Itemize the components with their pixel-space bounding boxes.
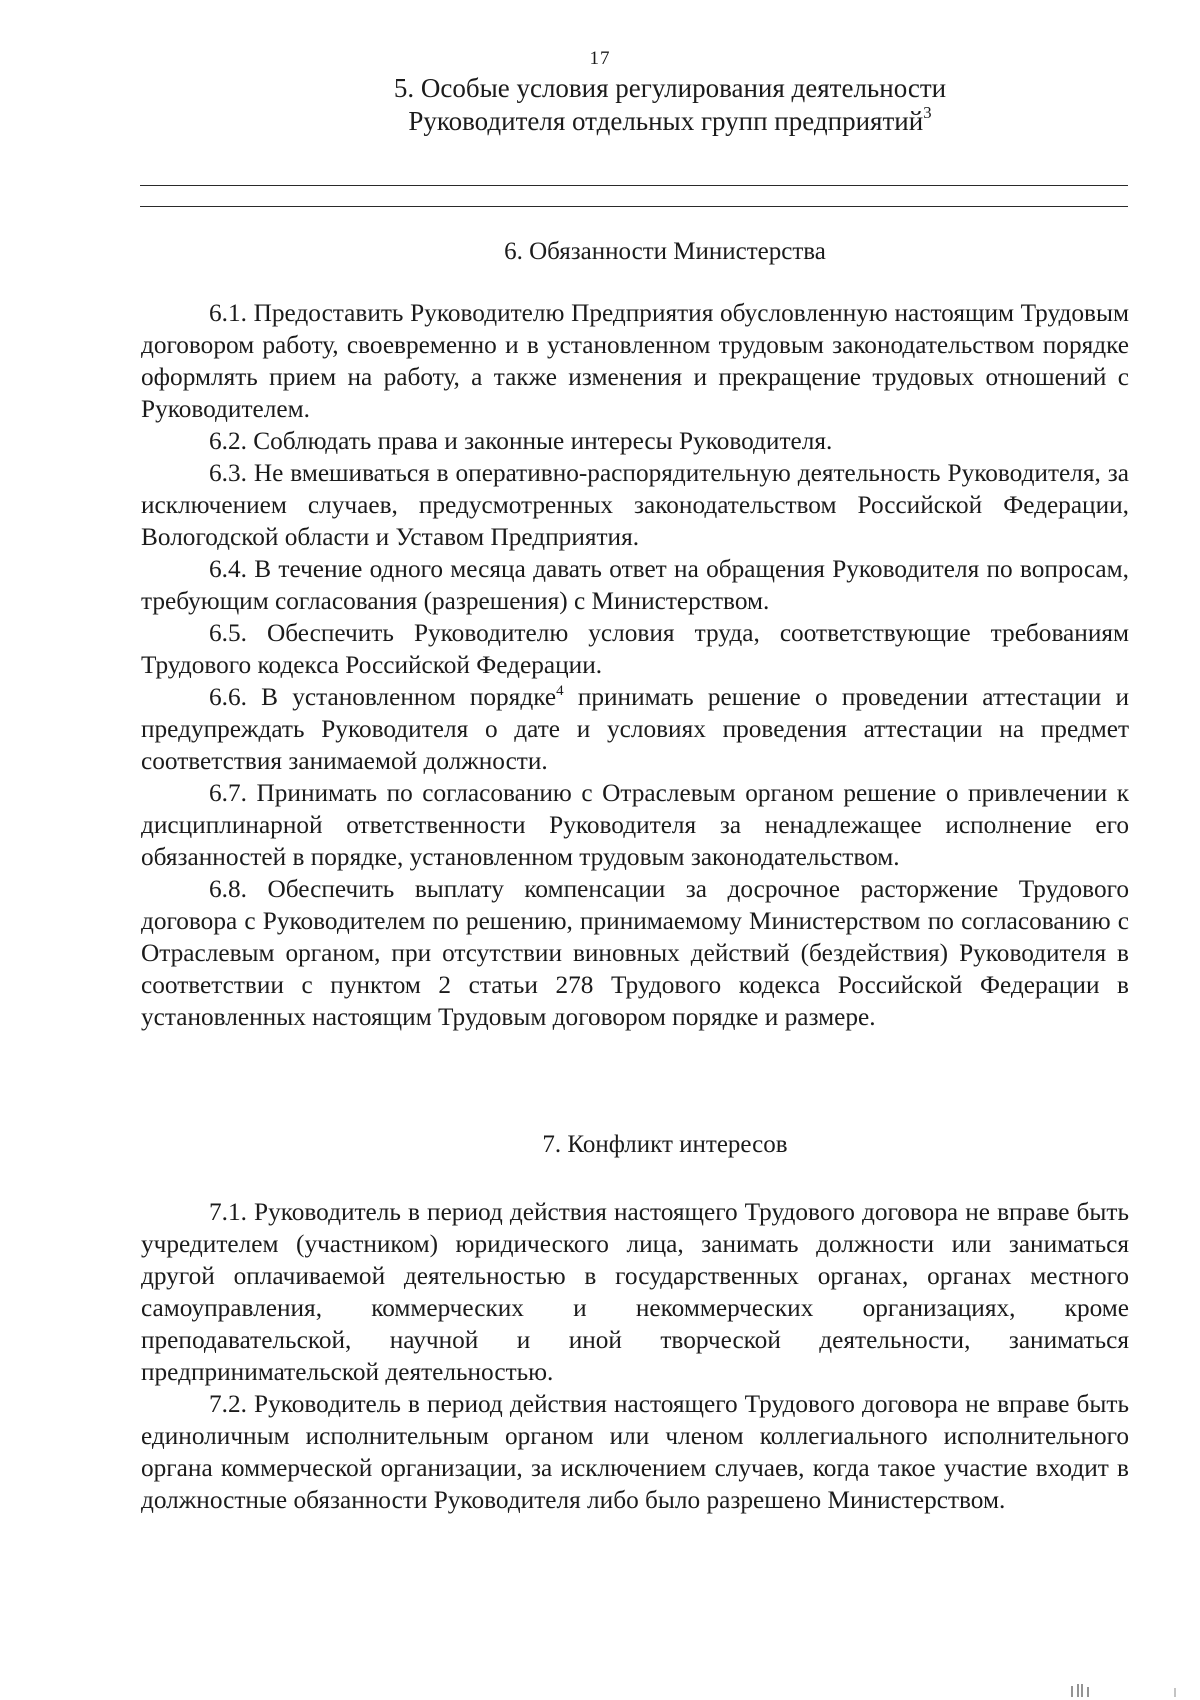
- clause-6-3: 6.3. Не вмешиваться в оперативно-распорядительную деятельность Руководителя, за исключением случаев, предусмотренных законодательством Российской Федерации, Вологодской области и Уставом Предприятия.: [141, 459, 1129, 551]
- clause-6-6-text-a: 6.6. В установленном порядке: [209, 683, 557, 711]
- section-5-title: [300, 72, 1040, 138]
- clause-6-1: 6.1. Предоставить Руководителю Предприятия обусловленную настоящим Трудовым договором работу, своевременно и в установленном трудовым законодательством порядке оформлять прием на работу, а также изменения и прекращение трудовых отношений с Руководителем.: [141, 299, 1129, 423]
- blank-fill-line-2: [140, 206, 1128, 207]
- clause-6-5: 6.5. Обеспечить Руководителю условия труда, соответствующие требованиям Трудового кодекса Российской Федерации.: [141, 619, 1129, 679]
- section-6-body: [141, 297, 1129, 1033]
- scan-artifact-icon: [1060, 1684, 1180, 1697]
- section-7-heading: 7. Конфликт интересов: [542, 1131, 788, 1158]
- footnote-ref-4: 4: [556, 683, 564, 699]
- section-5-title-line1: 5. Особые условия регулирования деятельности: [393, 73, 947, 103]
- clause-6-4: 6.4. В течение одного месяца давать ответ на обращения Руководителя по вопросам, требующим согласования (разрешения) с Министерством.: [141, 555, 1129, 615]
- clause-6-7: 6.7. Принимать по согласованию с Отраслевым органом решение о привлечении к дисциплинарной ответственности Руководителя за ненадлежащее исполнение его обязанностей в порядке, установленном трудовым законодательством.: [141, 779, 1129, 871]
- clause-7-2: 7.2. Руководитель в период действия настоящего Трудового договора не вправе быть единоличным исполнительным органом или членом коллегиального исполнительного органа коммерческой организации, за исключением случаев, когда такое участие входит в должностные обязанности Руководителя либо было разрешено Министерством.: [141, 1390, 1129, 1514]
- clause-6-8: 6.8. Обеспечить выплату компенсации за досрочное расторжение Трудового договора с Руководителем по решению, принимаемому Министерством по согласованию с Отраслевым органом, при отсутствии виновных действий (бездействия) Руководителя в соответствии с пунктом 2 статьи 278 Трудового кодекса Российской Федерации в установленных настоящим Трудовым договором порядке и размере.: [141, 875, 1129, 1031]
- section-6-heading: 6. Обязанности Министерства: [504, 238, 826, 265]
- clause-6-2: 6.2. Соблюдать права и законные интересы Руководителя.: [209, 427, 833, 455]
- scan-edge-marks: [1060, 1684, 1180, 1697]
- page-number: 17: [589, 48, 611, 69]
- section-7-body: [141, 1196, 1129, 1516]
- section-5-title-line2-text: Руководителя отдельных групп предприятий: [408, 106, 924, 136]
- section-5-title-line2: [300, 105, 1040, 138]
- clause-6-6-text-b: принимать решение о проведении аттестации и предупреждать Руководителя о дате и условиях проведения аттестации на предмет соответствия занимаемой должности.: [141, 683, 1130, 775]
- clause-7-1: 7.1. Руководитель в период действия настоящего Трудового договора не вправе быть учредителем (участником) юридического лица, занимать должности или заниматься другой оплачиваемой деятельностью в государственных органах, органах местного самоуправления, коммерческих и некоммерческих организациях, кроме преподавательской, научной и иной творческой деятельности, заниматься предпринимательской деятельностью.: [141, 1198, 1129, 1386]
- footnote-ref-3: 3: [923, 103, 932, 122]
- blank-fill-line-1: [140, 185, 1128, 186]
- clause-6-6: [141, 681, 1129, 777]
